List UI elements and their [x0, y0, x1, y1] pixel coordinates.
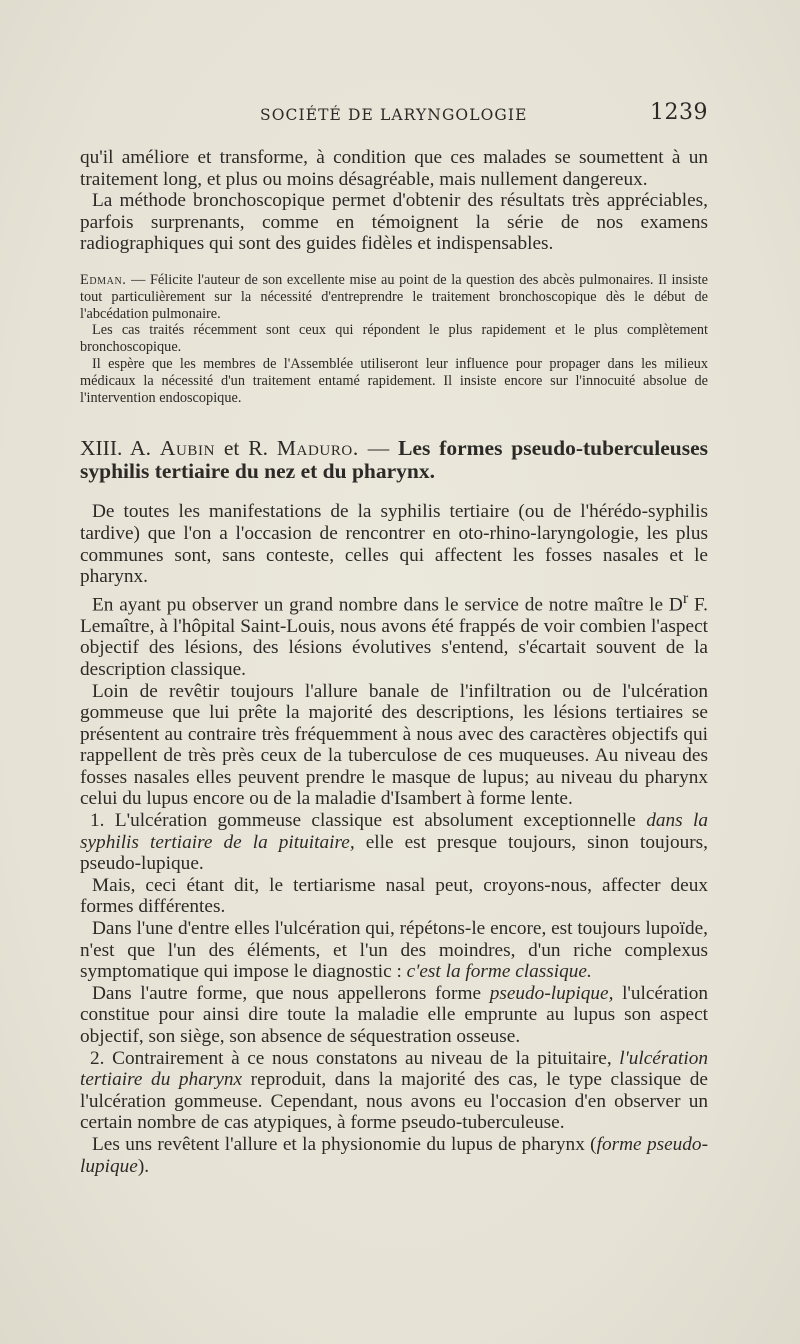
body-p4-text-b: elle est presque toujours, sinon toujours, pseudo-lupique. [80, 831, 708, 875]
discussion-paragraph-3: Il espère que les membres de l'Assemblée utiliseront leur influence pour propager dans les milieux médicaux la nécessité d'un traitement entamé rapidement. Il insiste encore sur l'innocuité absolue de l'intervention endoscopique. [80, 355, 708, 406]
body-paragraph-1: De toutes les manifestations de la syphilis tertiaire (ou de l'hérédo-syphilis tardive) que l'on a l'occasion de rencontrer en oto-rhino-laryngologie, les plus communes sont, sans conteste, celles qui affectent les fosses nasales et le pharynx. [80, 501, 708, 588]
author-aubin: Aubin [159, 436, 216, 461]
body-paragraph-2 [80, 588, 708, 681]
discussant-name: Edman. [80, 271, 127, 288]
body-p9-italic: forme pseudo-lupique [80, 1133, 708, 1177]
discussion-block [80, 272, 708, 406]
body-p7-text-b: l'ulcération constitue pour ainsi dire toute la maladie elle emprunte au lupus son aspect objectif, son siège, son absence de séquestration osseuse. [80, 982, 708, 1048]
paragraph-continuation: qu'il améliore et transforme, à condition que ces malades se soumettent à un traitement long, et plus ou moins désagréable, mais nullement dangereux. [80, 147, 708, 190]
body-p2-text-a: En ayant pu observer un grand nombre dans le service de notre maître le D [92, 594, 683, 616]
body-p4-italic: dans la syphilis tertiaire de la pituitaire, [80, 810, 708, 853]
doctor-superscript: r [682, 589, 689, 607]
page-text [80, 147, 708, 1177]
body-paragraph-9 [80, 1134, 708, 1177]
body-paragraph-4 [80, 810, 708, 875]
discussion-paragraph-2: Les cas traités récemment sont ceux qui répondent le plus rapidement et le plus complètement bronchoscopique. [80, 322, 708, 356]
author-connector: et R. [215, 436, 277, 461]
body-p8-text-b: reproduit, dans la majorité des cas, le type classique de l'ulcération gommeuse. Cependant, nous avons eu l'occasion d'en observer un certain nombre de cas atypiques, à forme pseudo-tuberculeuse. [80, 1069, 708, 1134]
page-header [80, 100, 708, 132]
body-p6-text-a: Dans l'une d'entre elles l'ulcération qui, répétons-le encore, est toujours lupoïde, n'est que l'un des éléments, et l'un des moindres, d'un riche complexus symptomatique qui impose le diagnostic : [80, 918, 708, 983]
body-p4-text-a: 1. L'ulcération gommeuse classique est absolument exceptionnelle [90, 810, 647, 832]
body-p7-text-a: Dans l'autre forme, que nous appellerons forme [92, 982, 490, 1004]
body-p2-text-b: F. Lemaître, à l'hôpital Saint-Louis, nous avons été frappés de voir combien l'aspect objectif des lésions, des lésions évolutives s'entend, s'écartait souvent de la description classique. [80, 594, 708, 680]
paragraph-bronchoscopic-method: La méthode bronchoscopique permet d'obtenir des résultats très appréciables, parfois surprenants, comme en témoignent la série de nos examens radiographiques qui sont des guides fidèles et indispensables. [80, 190, 708, 255]
body-paragraph-6 [80, 918, 708, 983]
section-title: Les formes pseudo-tuberculeuses syphilis tertiaire du nez et du pharynx. [80, 436, 709, 484]
body-p7-italic: pseudo-lupique, [489, 982, 614, 1004]
body-p8-italic: l'ulcération tertiaire du pharynx [80, 1047, 708, 1091]
heading-dash: — [358, 436, 399, 461]
body-p8-text-a: 2. Contrairement à ce nous constatons au niveau de la pituitaire, [90, 1047, 620, 1069]
discussion-text: — Félicite l'auteur de son excellente mise au point de la question des abcès pulmonaires. Il insiste tout particulièrement sur la nécessité d'entreprendre le traitement bronchoscopique dès le début de l'abcédation pulmonaire. [80, 271, 708, 322]
section-number: XIII. A. [80, 436, 160, 461]
body-p9-text-b: ). [137, 1155, 150, 1177]
body-p9-text-a: Les uns revêtent l'allure et la physionomie du lupus de pharynx ( [92, 1133, 597, 1155]
author-maduro: Maduro. [276, 436, 359, 461]
body-paragraph-7 [80, 983, 708, 1048]
running-title: SOCIÉTÉ DE LARYNGOLOGIE [260, 106, 528, 124]
section-heading [80, 437, 708, 483]
discussion-paragraph-1 [80, 272, 708, 322]
page-number: 1239 [650, 100, 708, 125]
body-p6-italic: c'est la forme classique. [406, 961, 592, 983]
body-paragraph-8 [80, 1048, 708, 1134]
body-paragraph-5: Mais, ceci étant dit, le tertiarisme nasal peut, croyons-nous, affecter deux formes différentes. [80, 874, 708, 918]
body-paragraph-3: Loin de revêtir toujours l'allure banale de l'infiltration ou de l'ulcération gommeuse que lui prête la majorité des descriptions, les lésions tertiaires se présentent au contraire très fréquemment à nous avec des caractères objectifs qui rappellent de très près ceux de la tuberculose de ces muqueuses. Au niveau des fosses nasales elles peuvent prendre le masque de lupus; au niveau du pharynx celui du lupus encore ou de la maladie d'Isambert à forme lente. [80, 680, 708, 810]
